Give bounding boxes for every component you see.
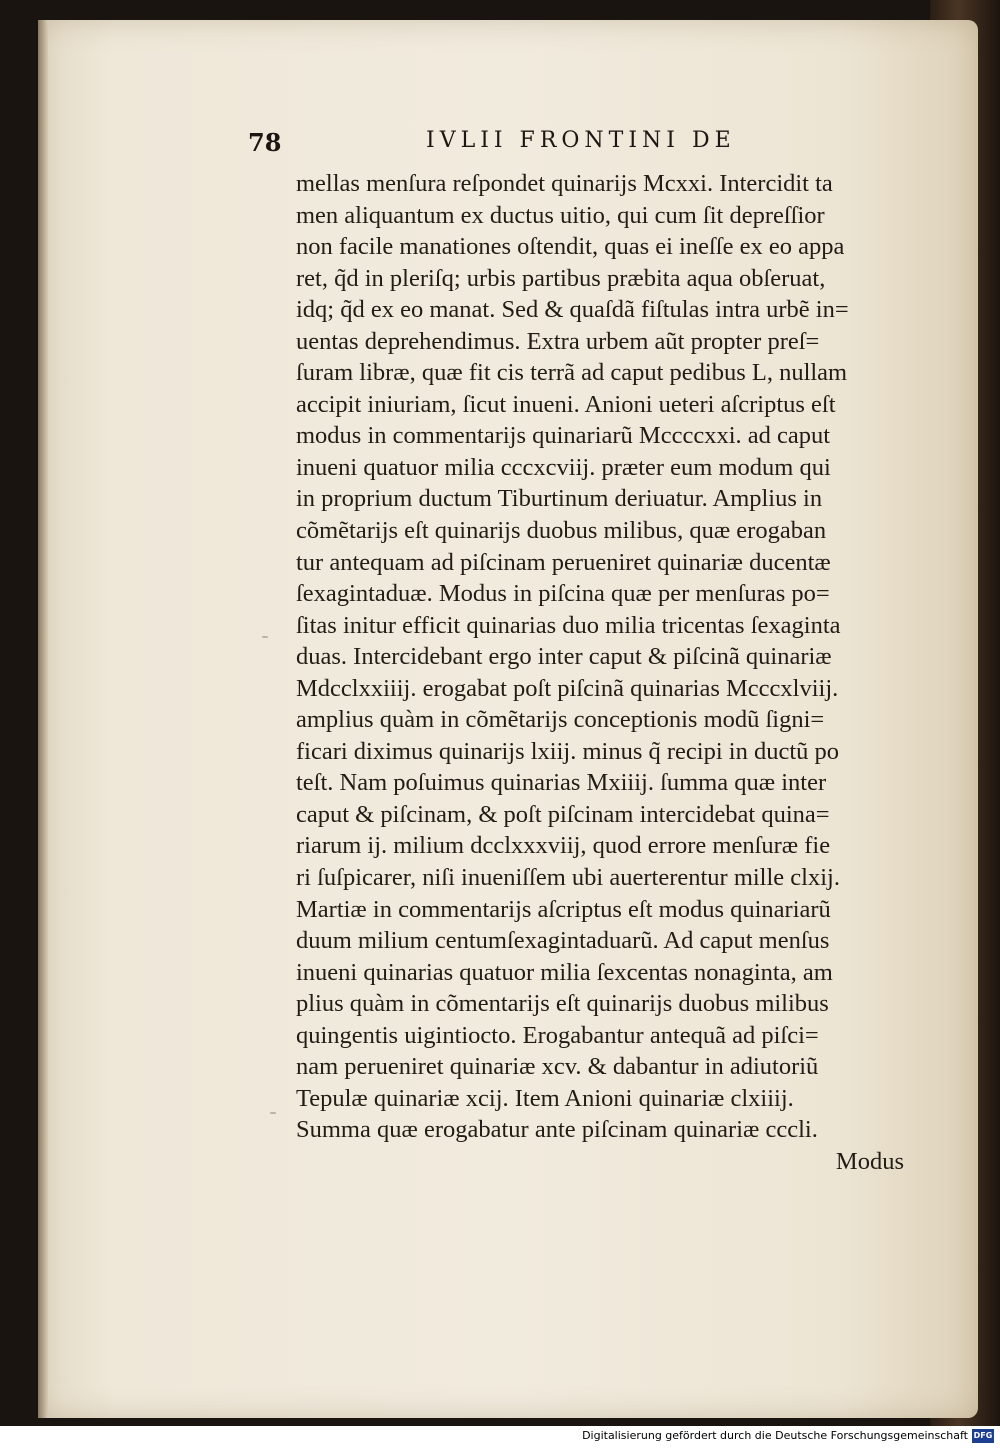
running-head [248, 128, 818, 160]
text-line: Mdcclxxiiij. erogabat poſt piſcinã quinarias Mcccxlviij. [296, 674, 839, 702]
text-line: Summa quæ erogabatur ante piſcinam quinariæ cccli. [296, 1116, 818, 1144]
text-line: plius quàm in cõmentarijs eſt quinarijs duobus milibus [296, 990, 829, 1018]
ink-smudge [270, 1112, 276, 1114]
running-head-title: IVLII FRONTINI DE [426, 128, 736, 153]
text-line: accipit iniuriam, ſicut inueni. Anioni ueteri aſcriptus eſt [296, 390, 836, 418]
text-line: inueni quatuor milia cccxcviij. præter eum modum qui [296, 453, 831, 481]
text-line: in proprium ductum Tiburtinum deriuatur. Amplius in [296, 485, 823, 513]
text-line: mellas menſura reſpondet quinarijs Mcxxi. Intercidit ta [296, 170, 833, 197]
text-line: nam perueniret quinariæ xcv. & dabantur in adiutoriũ [296, 1053, 819, 1081]
text-line: uentas deprehendimus. Extra urbem aũt propter preſ= [296, 327, 820, 355]
dfg-logo: DFG [972, 1429, 994, 1443]
text-line: men aliquantum ex ductus uitio, qui cum ſit depreſſior [296, 201, 825, 229]
page-edge [38, 20, 48, 1418]
text-line: ri ſuſpicarer, niſi inueniſſem ubi auerterentur mille clxij. [296, 864, 840, 892]
text-line: riarum ij. milium dcclxxxviij, quod errore menſuræ fie [296, 832, 831, 860]
text-line: cõmẽtarijs eſt quinarijs duobus milibus, quæ erogaban [296, 517, 827, 545]
text-line: modus in commentarijs quinariarũ Mccccxxi. ad caput [296, 422, 831, 450]
text-line: idq; q̃d ex eo manat. Sed & quaſdã fiſtulas intra urbẽ in= [296, 296, 849, 324]
ink-smudge [262, 636, 268, 638]
text-line: quingentis uigintiocto. Erogabantur antequã ad piſci= [296, 1021, 819, 1049]
text-line: duas. Intercidebant ergo inter caput & piſcinã quinariæ [296, 643, 832, 671]
text-line: non facile manationes oſtendit, quas ei ineſſe ex eo appa [296, 233, 845, 261]
text-line: tur antequam ad piſcinam perueniret quinariæ ducentæ [296, 548, 831, 576]
text-line: Martiæ in commentarijs aſcriptus eſt modus quinariarũ [296, 895, 831, 923]
text-line: amplius quàm in cõmẽtarijs conceptionis modũ ſigni= [296, 706, 825, 734]
catchword: Modus [835, 1147, 904, 1175]
text-line: caput & piſcinam, & poſt piſcinam intercidebat quina= [296, 800, 830, 828]
text-line: ficari diximus quinarijs lxiij. minus q̃ recipi in ductũ po [296, 737, 840, 765]
text-line: Tepulæ quinariæ xcij. Item Anioni quinariæ clxiiij. [296, 1084, 794, 1112]
footer-credit: Digitalisierung gefördert durch die Deutsche Forschungsgemeinschaft [582, 1429, 968, 1442]
digitization-footer [0, 1426, 1000, 1448]
text-line: inueni quinarias quatuor milia ſexcentas nonaginta, am [296, 958, 833, 986]
text-line: duum milium centumſexagintaduarũ. Ad caput menſus [296, 927, 830, 955]
page-number: 78 [248, 128, 282, 157]
text-line: ſuram libræ, quæ fit cis terrã ad caput pedibus L, nullam [296, 359, 848, 387]
text-line: ret, q̃d in pleriſq; urbis partibus præbita aqua obſeruat, [296, 264, 826, 292]
text-line: ſexagintaduæ. Modus in piſcina quæ per menſuras po= [296, 580, 830, 608]
text-line: teſt. Nam poſuimus quinarias Mxiiij. ſumma quæ inter [296, 769, 827, 797]
body-text [296, 168, 906, 1178]
text-line: ſitas initur efficit quinarias duo milia tricentas ſexaginta [296, 611, 841, 639]
